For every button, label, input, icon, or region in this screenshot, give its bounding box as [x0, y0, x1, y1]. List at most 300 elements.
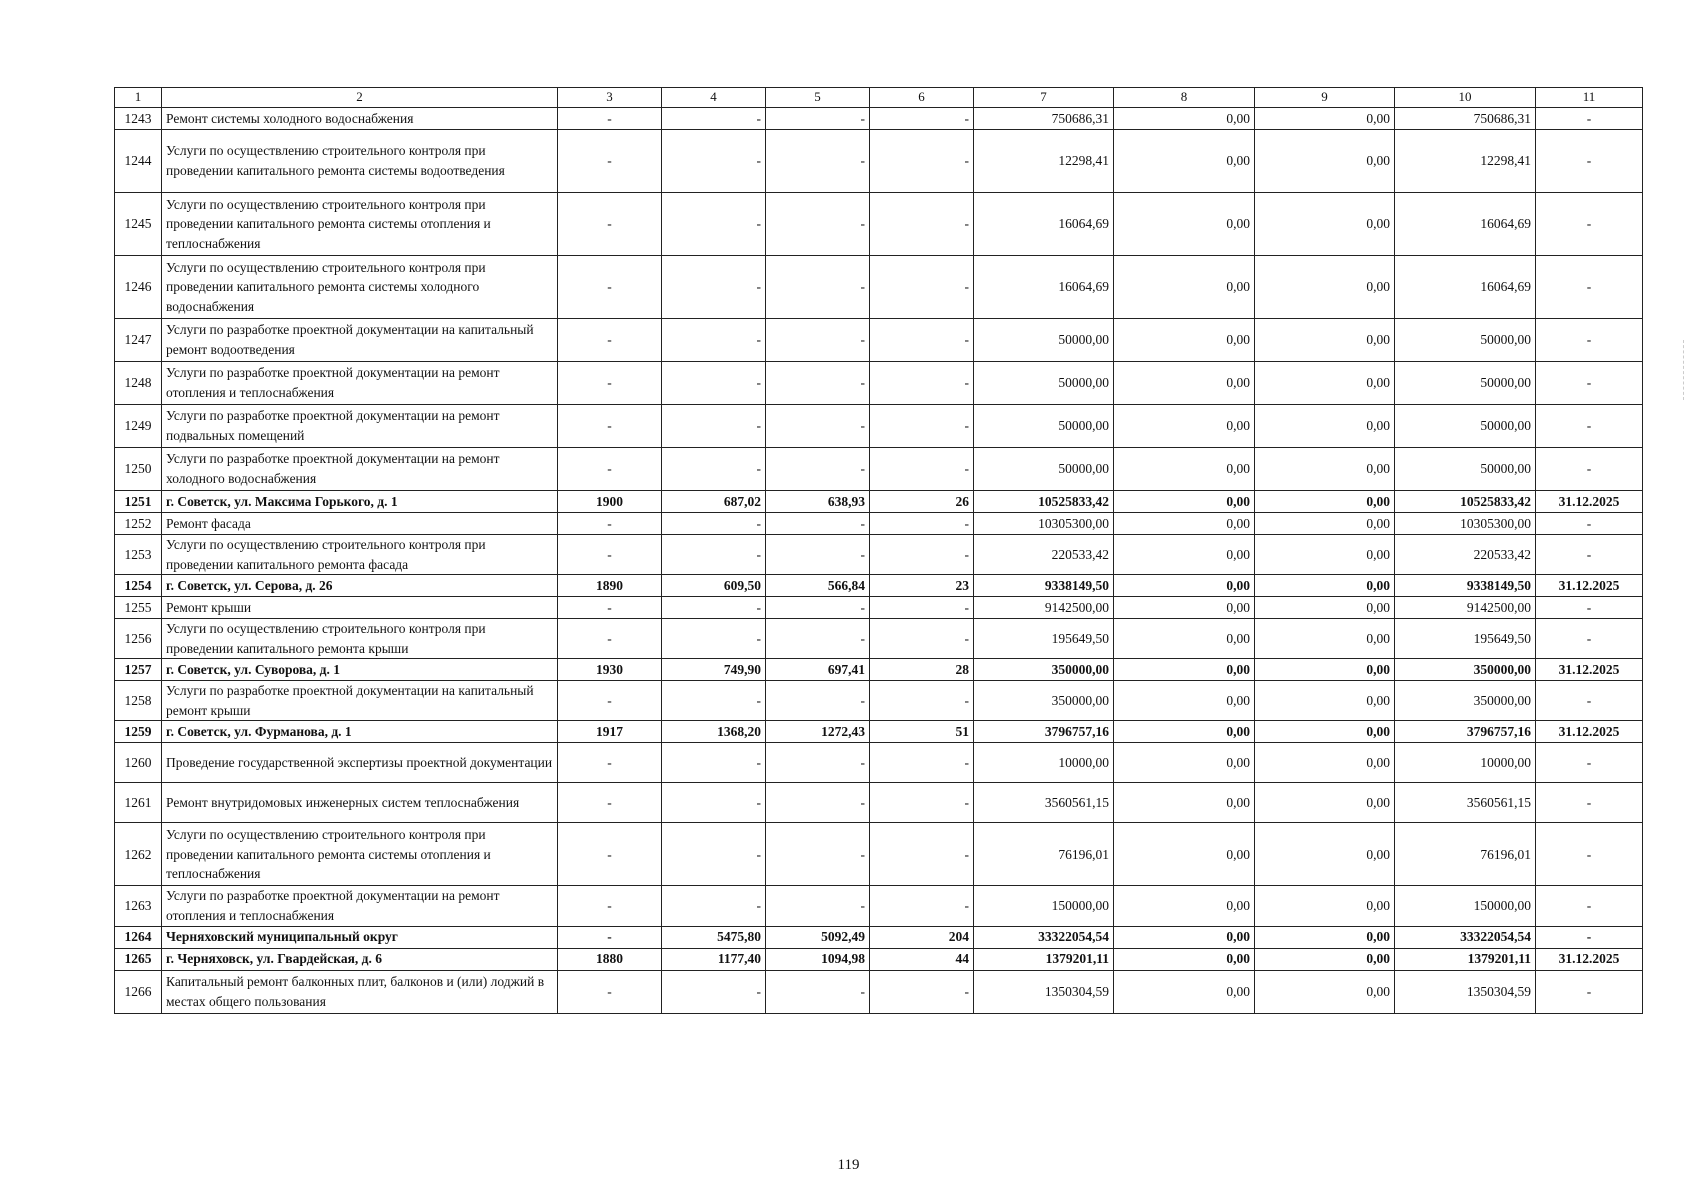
regional-fund-cost-cell: 12298,41 [1395, 130, 1536, 193]
table-row [115, 597, 1643, 619]
residents-count-cell: 26 [870, 491, 974, 513]
row-number-cell: 1259 [115, 721, 162, 743]
total-cost-cell: 33322054,54 [974, 926, 1114, 948]
row-number-cell: 1252 [115, 513, 162, 535]
other-cost-cell: 0,00 [1255, 256, 1395, 319]
row-number-cell: 1257 [115, 659, 162, 681]
column-number-row [115, 88, 1643, 108]
total-area-cell: - [662, 783, 766, 823]
regional-fund-cost-cell: 9142500,00 [1395, 597, 1536, 619]
row-number-cell: 1253 [115, 535, 162, 575]
item-name-cell: Ремонт внутридомовых инженерных систем теплоснабжения [162, 783, 558, 823]
column-number: 8 [1114, 88, 1255, 108]
other-cost-cell: 0,00 [1255, 193, 1395, 256]
row-number-cell: 1251 [115, 491, 162, 513]
regional-fund-cost-cell: 3796757,16 [1395, 721, 1536, 743]
row-number-cell: 1258 [115, 681, 162, 721]
total-cost-cell: 350000,00 [974, 659, 1114, 681]
item-name-cell: Проведение государственной экспертизы проектной документации [162, 743, 558, 783]
completion-date-cell: - [1536, 743, 1643, 783]
fund-cost-cell: 0,00 [1114, 130, 1255, 193]
other-cost-cell: 0,00 [1255, 743, 1395, 783]
year-built-cell: 1900 [558, 491, 662, 513]
row-number-cell: 1245 [115, 193, 162, 256]
row-number-cell: 1263 [115, 886, 162, 926]
table-row [115, 970, 1643, 1013]
item-name-cell: г. Советск, ул. Серова, д. 26 [162, 575, 558, 597]
other-cost-cell: 0,00 [1255, 823, 1395, 886]
completion-date-cell: - [1536, 886, 1643, 926]
item-name-cell: Услуги по осуществлению строительного контроля при проведении капитального ремонта системы холодного водоснабжения [162, 256, 558, 319]
completion-date-cell: - [1536, 783, 1643, 823]
year-built-cell: - [558, 535, 662, 575]
residents-count-cell: 51 [870, 721, 974, 743]
table-row-summary [115, 575, 1643, 597]
completion-date-cell: - [1536, 597, 1643, 619]
total-cost-cell: 750686,31 [974, 108, 1114, 130]
residents-count-cell: - [870, 193, 974, 256]
fund-cost-cell: 0,00 [1114, 193, 1255, 256]
year-built-cell: - [558, 970, 662, 1013]
regional-fund-cost-cell: 195649,50 [1395, 619, 1536, 659]
item-name-cell: г. Советск, ул. Суворова, д. 1 [162, 659, 558, 681]
residential-area-cell: - [766, 619, 870, 659]
column-number: 4 [662, 88, 766, 108]
total-cost-cell: 350000,00 [974, 681, 1114, 721]
residents-count-cell: - [870, 619, 974, 659]
total-cost-cell: 12298,41 [974, 130, 1114, 193]
row-number-cell: 1266 [115, 970, 162, 1013]
row-number-cell: 1264 [115, 926, 162, 948]
total-cost-cell: 9338149,50 [974, 575, 1114, 597]
fund-cost-cell: 0,00 [1114, 721, 1255, 743]
residential-area-cell: 1094,98 [766, 948, 870, 970]
item-name-cell: Услуги по осуществлению строительного контроля при проведении капитального ремонта фасада [162, 535, 558, 575]
item-name-cell: Услуги по осуществлению строительного контроля при проведении капитального ремонта системы отопления и теплоснабжения [162, 823, 558, 886]
table-row [115, 448, 1643, 491]
table-row [115, 319, 1643, 362]
column-number: 3 [558, 88, 662, 108]
residents-count-cell: - [870, 448, 974, 491]
other-cost-cell: 0,00 [1255, 619, 1395, 659]
completion-date-cell: 31.12.2025 [1536, 491, 1643, 513]
year-built-cell: - [558, 108, 662, 130]
residential-area-cell: - [766, 405, 870, 448]
table-row-summary [115, 926, 1643, 948]
fund-cost-cell: 0,00 [1114, 535, 1255, 575]
item-name-cell: Услуги по разработке проектной документации на ремонт отопления и теплоснабжения [162, 362, 558, 405]
total-cost-cell: 50000,00 [974, 319, 1114, 362]
completion-date-cell: - [1536, 193, 1643, 256]
residential-area-cell: - [766, 256, 870, 319]
regional-fund-cost-cell: 10305300,00 [1395, 513, 1536, 535]
table-row [115, 743, 1643, 783]
row-number-cell: 1248 [115, 362, 162, 405]
residents-count-cell: - [870, 535, 974, 575]
total-area-cell: - [662, 448, 766, 491]
other-cost-cell: 0,00 [1255, 405, 1395, 448]
total-area-cell: 609,50 [662, 575, 766, 597]
table-row [115, 823, 1643, 886]
table-row [115, 619, 1643, 659]
item-name-cell: Услуги по осуществлению строительного контроля при проведении капитального ремонта крыши [162, 619, 558, 659]
column-number: 5 [766, 88, 870, 108]
row-number-cell: 1262 [115, 823, 162, 886]
fund-cost-cell: 0,00 [1114, 926, 1255, 948]
residential-area-cell: 1272,43 [766, 721, 870, 743]
item-name-cell: Капитальный ремонт балконных плит, балконов и (или) лоджий в местах общего пользования [162, 970, 558, 1013]
other-cost-cell: 0,00 [1255, 535, 1395, 575]
completion-date-cell: - [1536, 405, 1643, 448]
residents-count-cell: - [870, 970, 974, 1013]
residents-count-cell: - [870, 319, 974, 362]
fund-cost-cell: 0,00 [1114, 743, 1255, 783]
total-area-cell: - [662, 597, 766, 619]
column-number: 10 [1395, 88, 1536, 108]
year-built-cell: - [558, 823, 662, 886]
total-cost-cell: 10525833,42 [974, 491, 1114, 513]
regional-fund-cost-cell: 10525833,42 [1395, 491, 1536, 513]
completion-date-cell: - [1536, 535, 1643, 575]
row-number-cell: 1247 [115, 319, 162, 362]
residents-count-cell: - [870, 405, 974, 448]
residential-area-cell: - [766, 108, 870, 130]
other-cost-cell: 0,00 [1255, 130, 1395, 193]
total-cost-cell: 1350304,59 [974, 970, 1114, 1013]
regional-fund-cost-cell: 9338149,50 [1395, 575, 1536, 597]
completion-date-cell: - [1536, 362, 1643, 405]
table-row [115, 513, 1643, 535]
total-area-cell: - [662, 619, 766, 659]
item-name-cell: Ремонт крыши [162, 597, 558, 619]
total-area-cell: - [662, 513, 766, 535]
table-row [115, 256, 1643, 319]
completion-date-cell: - [1536, 448, 1643, 491]
page-number: 119 [837, 1157, 860, 1173]
other-cost-cell: 0,00 [1255, 886, 1395, 926]
item-name-cell: г. Советск, ул. Максима Горького, д. 1 [162, 491, 558, 513]
completion-date-cell: 31.12.2025 [1536, 721, 1643, 743]
total-area-cell: - [662, 886, 766, 926]
regional-fund-cost-cell: 150000,00 [1395, 886, 1536, 926]
item-name-cell: Услуги по разработке проектной документации на капитальный ремонт водоотведения [162, 319, 558, 362]
column-number: 11 [1536, 88, 1643, 108]
completion-date-cell: - [1536, 970, 1643, 1013]
item-name-cell: Услуги по разработке проектной документации на ремонт холодного водоснабжения [162, 448, 558, 491]
residents-count-cell: 28 [870, 659, 974, 681]
residents-count-cell: - [870, 743, 974, 783]
table-row [115, 405, 1643, 448]
residents-count-cell: - [870, 823, 974, 886]
other-cost-cell: 0,00 [1255, 108, 1395, 130]
table-row-summary [115, 659, 1643, 681]
residential-area-cell: 566,84 [766, 575, 870, 597]
scan-edge-mark [1683, 340, 1685, 400]
residential-area-cell: - [766, 535, 870, 575]
year-built-cell: - [558, 783, 662, 823]
year-built-cell: - [558, 319, 662, 362]
table-row [115, 193, 1643, 256]
completion-date-cell: - [1536, 823, 1643, 886]
table-row [115, 535, 1643, 575]
column-number: 9 [1255, 88, 1395, 108]
residents-count-cell: - [870, 130, 974, 193]
completion-date-cell: - [1536, 108, 1643, 130]
row-number-cell: 1254 [115, 575, 162, 597]
row-number-cell: 1265 [115, 948, 162, 970]
completion-date-cell: - [1536, 513, 1643, 535]
residential-area-cell: - [766, 448, 870, 491]
regional-fund-cost-cell: 1350304,59 [1395, 970, 1536, 1013]
residential-area-cell: - [766, 823, 870, 886]
other-cost-cell: 0,00 [1255, 575, 1395, 597]
total-cost-cell: 16064,69 [974, 256, 1114, 319]
total-cost-cell: 50000,00 [974, 405, 1114, 448]
residents-count-cell: 204 [870, 926, 974, 948]
row-number-cell: 1260 [115, 743, 162, 783]
residents-count-cell: - [870, 362, 974, 405]
total-cost-cell: 76196,01 [974, 823, 1114, 886]
column-number: 7 [974, 88, 1114, 108]
regional-fund-cost-cell: 76196,01 [1395, 823, 1536, 886]
residents-count-cell: - [870, 783, 974, 823]
residential-area-cell: 638,93 [766, 491, 870, 513]
total-cost-cell: 220533,42 [974, 535, 1114, 575]
total-area-cell: - [662, 535, 766, 575]
fund-cost-cell: 0,00 [1114, 319, 1255, 362]
regional-fund-cost-cell: 3560561,15 [1395, 783, 1536, 823]
total-cost-cell: 10305300,00 [974, 513, 1114, 535]
total-area-cell: - [662, 823, 766, 886]
regional-fund-cost-cell: 350000,00 [1395, 659, 1536, 681]
other-cost-cell: 0,00 [1255, 597, 1395, 619]
table-row-summary [115, 721, 1643, 743]
residents-count-cell: - [870, 681, 974, 721]
table-body [115, 108, 1643, 1014]
year-built-cell: - [558, 619, 662, 659]
other-cost-cell: 0,00 [1255, 681, 1395, 721]
other-cost-cell: 0,00 [1255, 319, 1395, 362]
item-name-cell: Услуги по осуществлению строительного контроля при проведении капитального ремонта системы водоотведения [162, 130, 558, 193]
other-cost-cell: 0,00 [1255, 948, 1395, 970]
fund-cost-cell: 0,00 [1114, 619, 1255, 659]
regional-fund-cost-cell: 50000,00 [1395, 448, 1536, 491]
year-built-cell: - [558, 926, 662, 948]
regional-fund-cost-cell: 220533,42 [1395, 535, 1536, 575]
regional-fund-cost-cell: 50000,00 [1395, 405, 1536, 448]
total-cost-cell: 16064,69 [974, 193, 1114, 256]
table-row [115, 681, 1643, 721]
residential-area-cell: - [766, 886, 870, 926]
item-name-cell: г. Советск, ул. Фурманова, д. 1 [162, 721, 558, 743]
regional-fund-cost-cell: 10000,00 [1395, 743, 1536, 783]
other-cost-cell: 0,00 [1255, 491, 1395, 513]
row-number-cell: 1246 [115, 256, 162, 319]
total-cost-cell: 1379201,11 [974, 948, 1114, 970]
residential-area-cell: - [766, 362, 870, 405]
year-built-cell: - [558, 405, 662, 448]
fund-cost-cell: 0,00 [1114, 448, 1255, 491]
year-built-cell: 1880 [558, 948, 662, 970]
residential-area-cell: - [766, 783, 870, 823]
regional-fund-cost-cell: 350000,00 [1395, 681, 1536, 721]
residents-count-cell: 23 [870, 575, 974, 597]
year-built-cell: - [558, 886, 662, 926]
completion-date-cell: 31.12.2025 [1536, 948, 1643, 970]
item-name-cell: Ремонт системы холодного водоснабжения [162, 108, 558, 130]
column-number: 1 [115, 88, 162, 108]
fund-cost-cell: 0,00 [1114, 659, 1255, 681]
table-row-summary [115, 491, 1643, 513]
total-cost-cell: 150000,00 [974, 886, 1114, 926]
total-area-cell: - [662, 405, 766, 448]
other-cost-cell: 0,00 [1255, 513, 1395, 535]
other-cost-cell: 0,00 [1255, 448, 1395, 491]
total-area-cell: - [662, 193, 766, 256]
completion-date-cell: 31.12.2025 [1536, 659, 1643, 681]
column-number: 2 [162, 88, 558, 108]
regional-fund-cost-cell: 50000,00 [1395, 319, 1536, 362]
fund-cost-cell: 0,00 [1114, 970, 1255, 1013]
year-built-cell: - [558, 681, 662, 721]
residential-area-cell: - [766, 193, 870, 256]
total-cost-cell: 10000,00 [974, 743, 1114, 783]
total-area-cell: - [662, 256, 766, 319]
completion-date-cell: - [1536, 256, 1643, 319]
year-built-cell: 1917 [558, 721, 662, 743]
total-area-cell: - [662, 319, 766, 362]
residential-area-cell: 697,41 [766, 659, 870, 681]
other-cost-cell: 0,00 [1255, 926, 1395, 948]
other-cost-cell: 0,00 [1255, 721, 1395, 743]
residential-area-cell: - [766, 319, 870, 362]
total-cost-cell: 50000,00 [974, 448, 1114, 491]
fund-cost-cell: 0,00 [1114, 948, 1255, 970]
table-row [115, 362, 1643, 405]
total-cost-cell: 3796757,16 [974, 721, 1114, 743]
residential-area-cell: 5092,49 [766, 926, 870, 948]
year-built-cell: - [558, 513, 662, 535]
row-number-cell: 1244 [115, 130, 162, 193]
total-area-cell: - [662, 681, 766, 721]
residents-count-cell: - [870, 513, 974, 535]
residents-count-cell: - [870, 597, 974, 619]
completion-date-cell: - [1536, 130, 1643, 193]
fund-cost-cell: 0,00 [1114, 823, 1255, 886]
fund-cost-cell: 0,00 [1114, 597, 1255, 619]
item-name-cell: Услуги по разработке проектной документации на ремонт отопления и теплоснабжения [162, 886, 558, 926]
fund-cost-cell: 0,00 [1114, 513, 1255, 535]
residential-area-cell: - [766, 130, 870, 193]
total-area-cell: - [662, 970, 766, 1013]
total-area-cell: 5475,80 [662, 926, 766, 948]
table-row-summary [115, 948, 1643, 970]
fund-cost-cell: 0,00 [1114, 491, 1255, 513]
fund-cost-cell: 0,00 [1114, 575, 1255, 597]
item-name-cell: Черняховский муниципальный округ [162, 926, 558, 948]
total-cost-cell: 9142500,00 [974, 597, 1114, 619]
total-cost-cell: 195649,50 [974, 619, 1114, 659]
fund-cost-cell: 0,00 [1114, 405, 1255, 448]
residents-count-cell: 44 [870, 948, 974, 970]
total-cost-cell: 3560561,15 [974, 783, 1114, 823]
table-row [115, 783, 1643, 823]
regional-fund-cost-cell: 16064,69 [1395, 256, 1536, 319]
item-name-cell: г. Черняховск, ул. Гвардейская, д. 6 [162, 948, 558, 970]
year-built-cell: 1890 [558, 575, 662, 597]
total-area-cell: 1177,40 [662, 948, 766, 970]
total-area-cell: - [662, 362, 766, 405]
total-area-cell: 1368,20 [662, 721, 766, 743]
item-name-cell: Услуги по осуществлению строительного контроля при проведении капитального ремонта системы отопления и теплоснабжения [162, 193, 558, 256]
repair-program-table [114, 87, 1643, 1014]
other-cost-cell: 0,00 [1255, 659, 1395, 681]
year-built-cell: - [558, 362, 662, 405]
residents-count-cell: - [870, 108, 974, 130]
residential-area-cell: - [766, 513, 870, 535]
fund-cost-cell: 0,00 [1114, 256, 1255, 319]
year-built-cell: 1930 [558, 659, 662, 681]
item-name-cell: Ремонт фасада [162, 513, 558, 535]
year-built-cell: - [558, 448, 662, 491]
table-row [115, 108, 1643, 130]
year-built-cell: - [558, 256, 662, 319]
year-built-cell: - [558, 743, 662, 783]
fund-cost-cell: 0,00 [1114, 681, 1255, 721]
residents-count-cell: - [870, 886, 974, 926]
row-number-cell: 1261 [115, 783, 162, 823]
total-area-cell: - [662, 130, 766, 193]
row-number-cell: 1255 [115, 597, 162, 619]
residential-area-cell: - [766, 597, 870, 619]
total-cost-cell: 50000,00 [974, 362, 1114, 405]
row-number-cell: 1249 [115, 405, 162, 448]
regional-fund-cost-cell: 16064,69 [1395, 193, 1536, 256]
regional-fund-cost-cell: 750686,31 [1395, 108, 1536, 130]
year-built-cell: - [558, 130, 662, 193]
residential-area-cell: - [766, 743, 870, 783]
row-number-cell: 1243 [115, 108, 162, 130]
completion-date-cell: - [1536, 619, 1643, 659]
completion-date-cell: - [1536, 681, 1643, 721]
total-area-cell: 749,90 [662, 659, 766, 681]
residential-area-cell: - [766, 970, 870, 1013]
other-cost-cell: 0,00 [1255, 362, 1395, 405]
completion-date-cell: - [1536, 319, 1643, 362]
fund-cost-cell: 0,00 [1114, 886, 1255, 926]
table-row [115, 886, 1643, 926]
table-row [115, 130, 1643, 193]
other-cost-cell: 0,00 [1255, 970, 1395, 1013]
total-area-cell: - [662, 743, 766, 783]
row-number-cell: 1256 [115, 619, 162, 659]
row-number-cell: 1250 [115, 448, 162, 491]
fund-cost-cell: 0,00 [1114, 783, 1255, 823]
column-number: 6 [870, 88, 974, 108]
residents-count-cell: - [870, 256, 974, 319]
completion-date-cell: 31.12.2025 [1536, 575, 1643, 597]
residential-area-cell: - [766, 681, 870, 721]
year-built-cell: - [558, 597, 662, 619]
regional-fund-cost-cell: 33322054,54 [1395, 926, 1536, 948]
other-cost-cell: 0,00 [1255, 783, 1395, 823]
item-name-cell: Услуги по разработке проектной документации на ремонт подвальных помещений [162, 405, 558, 448]
year-built-cell: - [558, 193, 662, 256]
fund-cost-cell: 0,00 [1114, 362, 1255, 405]
total-area-cell: 687,02 [662, 491, 766, 513]
regional-fund-cost-cell: 1379201,11 [1395, 948, 1536, 970]
fund-cost-cell: 0,00 [1114, 108, 1255, 130]
